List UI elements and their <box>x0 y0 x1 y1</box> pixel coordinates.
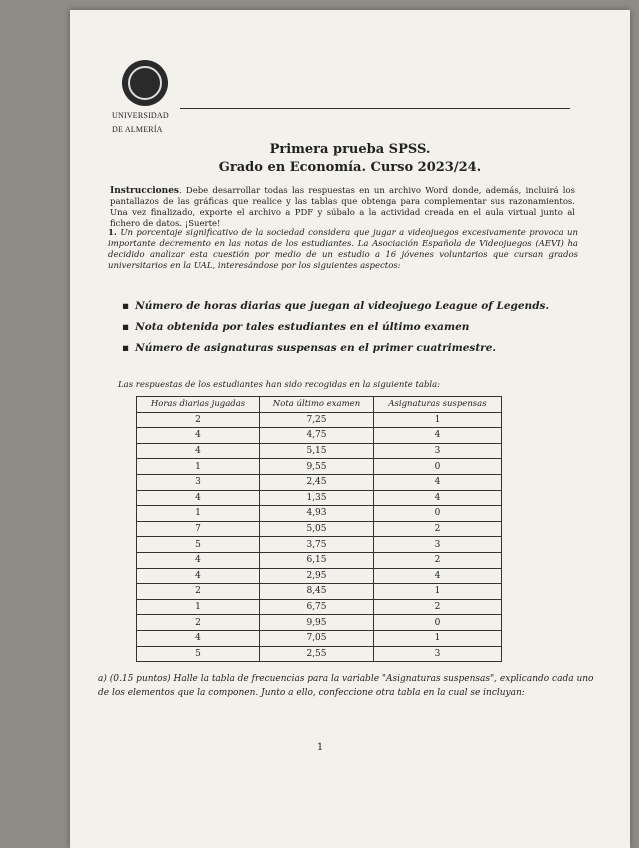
responses-table <box>136 396 502 662</box>
table-cell: 9,55 <box>259 459 373 475</box>
header-divider <box>180 108 570 109</box>
table-cell: 4,93 <box>259 506 373 522</box>
table-row <box>137 428 502 444</box>
table-cell: 0 <box>374 615 502 631</box>
table-row <box>137 630 502 646</box>
table-row <box>137 459 502 475</box>
university-name-line2: DE ALMERÍA <box>112 125 163 134</box>
table-cell: 1 <box>137 459 260 475</box>
table-cell: 0 <box>374 506 502 522</box>
table-row <box>137 412 502 428</box>
table-cell: 2,45 <box>259 474 373 490</box>
table-cell: 5,15 <box>259 443 373 459</box>
table-row <box>137 537 502 553</box>
exam-page <box>70 10 630 848</box>
table-cell: 2 <box>137 412 260 428</box>
table-cell: 1 <box>137 599 260 615</box>
table-cell: 4 <box>374 490 502 506</box>
table-cell: 2 <box>374 521 502 537</box>
table-cell: 4 <box>137 630 260 646</box>
table-row <box>137 474 502 490</box>
table-row <box>137 584 502 600</box>
table-cell: 3 <box>374 537 502 553</box>
table-cell: 7,05 <box>259 630 373 646</box>
table-cell: 2,95 <box>259 568 373 584</box>
table-cell: 8,45 <box>259 584 373 600</box>
table-cell: 4,75 <box>259 428 373 444</box>
table-cell: 1 <box>374 412 502 428</box>
table-row <box>137 490 502 506</box>
table-cell: 4 <box>374 428 502 444</box>
exam-subtitle: Grado en Economía. Curso 2023/24. <box>218 160 482 175</box>
table-cell: 2 <box>137 584 260 600</box>
instructions-text: . Debe desarrollar todas las respuestas en un archivo Word donde, además, incluirá los pantallazos de las gráficas que realice y las tablas que obtenga para complementar sus razonamientos. Una vez finalizado, exporte el archivo a PDF y súbalo a la actividad creada en el aula virtual junto al fichero de datos. ¡Suerte! <box>110 186 575 229</box>
university-logo <box>112 60 182 134</box>
table-cell: 4 <box>137 443 260 459</box>
table-cell: 2 <box>137 615 260 631</box>
instructions <box>110 186 575 230</box>
table-cell: 6,75 <box>259 599 373 615</box>
column-header: Nota último examen <box>259 397 373 413</box>
list-item: ▪ Número de asignaturas suspensas en el primer cuatrimestre. <box>122 342 497 354</box>
table-cell: 2 <box>374 552 502 568</box>
table-cell: 3 <box>374 646 502 662</box>
table-cell: 6,15 <box>259 552 373 568</box>
column-header: Horas diarias jugadas <box>137 397 260 413</box>
question-1-number: 1. <box>108 228 117 238</box>
question-1 <box>108 228 578 272</box>
table-cell: 3 <box>137 474 260 490</box>
table-row <box>137 568 502 584</box>
instructions-label: Instrucciones <box>110 186 179 196</box>
table-row <box>137 599 502 615</box>
table-cell: 1 <box>374 630 502 646</box>
university-name-line1: UNIVERSIDAD <box>112 111 169 120</box>
table-cell: 4 <box>137 428 260 444</box>
table-cell: 0 <box>374 459 502 475</box>
table-cell: 2,55 <box>259 646 373 662</box>
table-row <box>137 506 502 522</box>
table-cell: 7,25 <box>259 412 373 428</box>
exam-title: Primera prueba SPSS. <box>269 142 431 157</box>
table-row <box>137 646 502 662</box>
list-item: ▪ Nota obtenida por tales estudiantes en el último examen <box>122 321 470 333</box>
table-cell: 5 <box>137 646 260 662</box>
responses-intro: Las respuestas de los estudiantes han sido recogidas en la siguiente tabla: <box>118 380 441 390</box>
table-cell: 2 <box>374 599 502 615</box>
table-cell: 4 <box>137 552 260 568</box>
part-a-label: a) <box>98 674 107 684</box>
table-cell: 3 <box>374 443 502 459</box>
column-header: Asignaturas suspensas <box>374 397 502 413</box>
table-cell: 1 <box>137 506 260 522</box>
table-row <box>137 615 502 631</box>
part-a <box>98 672 598 700</box>
table-header-row <box>137 397 502 413</box>
table-cell: 1,35 <box>259 490 373 506</box>
table-cell: 4 <box>374 474 502 490</box>
table-cell: 5 <box>137 537 260 553</box>
table-cell: 9,95 <box>259 615 373 631</box>
table-cell: 4 <box>137 568 260 584</box>
aspect-list <box>122 300 592 363</box>
list-item: ▪ Número de horas diarias que juegan al videojuego League of Legends. <box>122 300 550 312</box>
table-row <box>137 552 502 568</box>
table-cell: 7 <box>137 521 260 537</box>
question-1-text: Un porcentaje significativo de la sociedad considera que jugar a videojuegos excesivamente provoca un importante decremento en las notas de los estudiantes. La Asociación Española de Videojuegos (AEVI) ha decidido analizar esta cuestión por medio de un estudio a 16 jóvenes voluntarios que cursan grados universitarios en la UAL, interesándose por los siguientes aspectos: <box>108 228 579 271</box>
table-cell: 4 <box>137 490 260 506</box>
table-cell: 1 <box>374 584 502 600</box>
university-seal-icon <box>122 60 168 106</box>
page-number: 1 <box>316 742 324 753</box>
part-a-text: (0.15 puntos) Halle la tabla de frecuencias para la variable "Asignaturas suspensas", explicando cada uno de los elementos que la componen. Junto a ello, confeccione otra tabla en la cual se incluyan: <box>98 674 594 698</box>
table-cell: 5,05 <box>259 521 373 537</box>
table-row <box>137 443 502 459</box>
table-row <box>137 521 502 537</box>
table-cell: 3,75 <box>259 537 373 553</box>
table-cell: 4 <box>374 568 502 584</box>
